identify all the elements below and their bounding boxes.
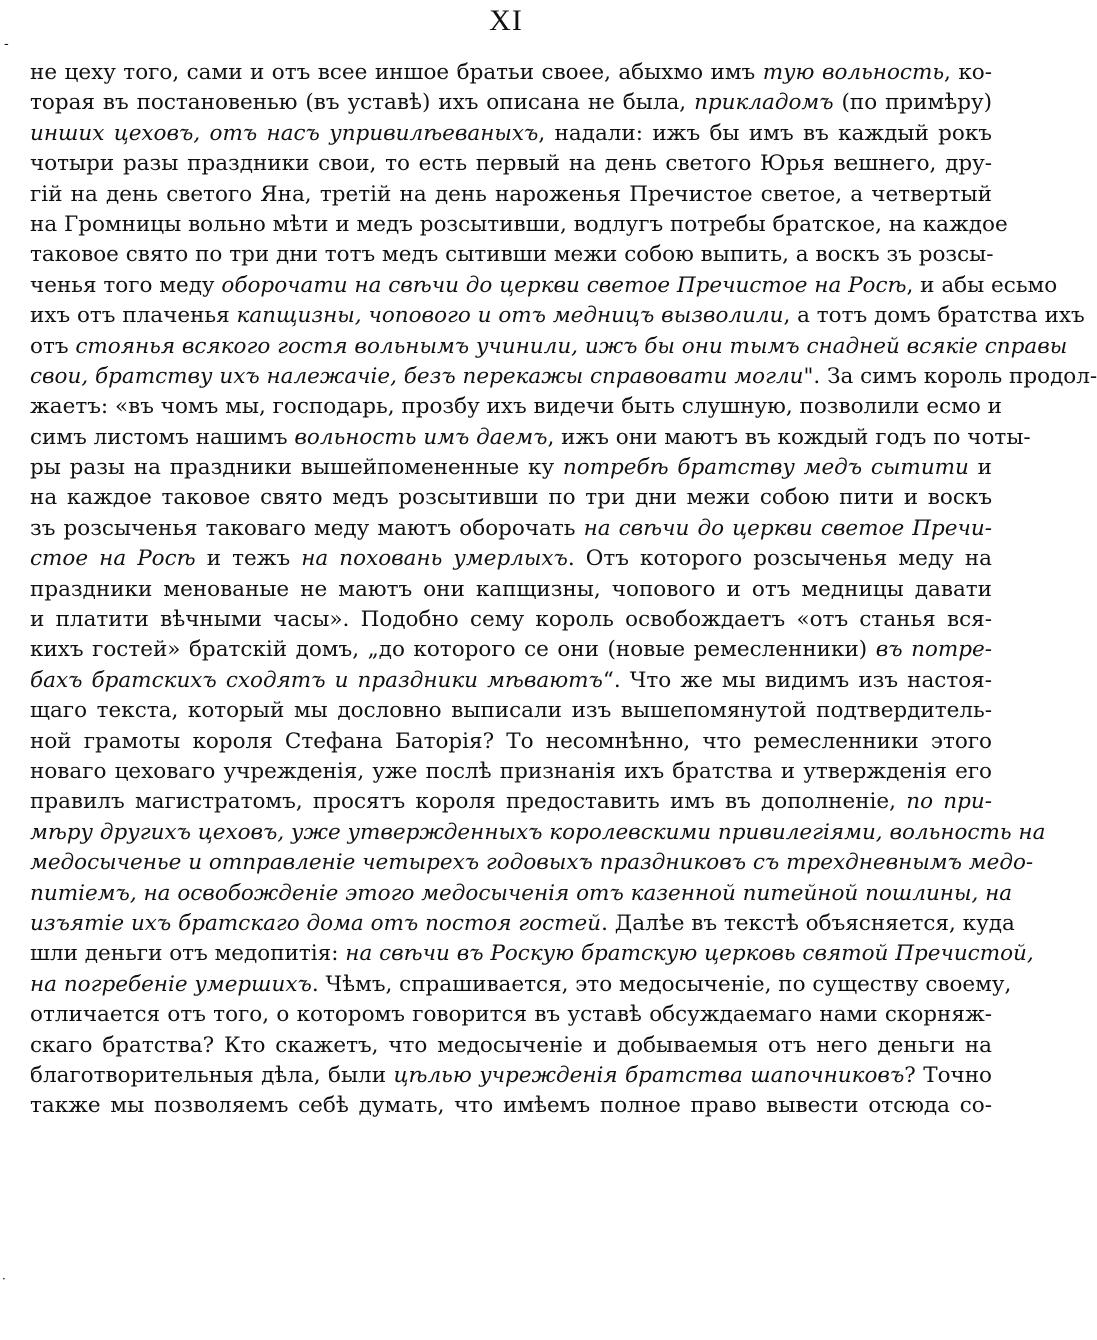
text-line: [30, 757, 992, 787]
text-line: [30, 696, 992, 726]
text-line: [30, 818, 1046, 848]
text-segment: на каждое таковое свято медъ розсытивши по три дни межи собою пити и воскъ: [30, 485, 992, 511]
text-line: [30, 727, 992, 757]
italic-text-segment: на погребеніе умершихъ: [30, 971, 312, 997]
italic-text-segment: стое на Росѣ: [30, 546, 196, 572]
italic-text-segment: на свѣчи въ Роскую братскую церковь святой Пречистой,: [345, 941, 1034, 967]
text-line: [30, 848, 1034, 878]
italic-text-segment: на поховань умерлыхъ: [301, 546, 568, 572]
text-segment: щаго текста, который мы дословно выписали изъ вышепомянутой подтвердитель-: [30, 698, 992, 724]
text-segment: ? Точно: [904, 1062, 993, 1088]
italic-text-segment: изъятіе ихъ братскаго дома отъ постоя гостей: [30, 910, 602, 936]
text-segment: зъ розсыченья таковаго меду маютъ оборочать: [30, 515, 584, 541]
text-line: [30, 1000, 992, 1030]
text-line: [30, 332, 1068, 362]
text-segment: , ко-: [944, 60, 992, 85]
text-line: [30, 392, 1002, 422]
italic-text-segment: питіемъ, на освобожденіе этого медосыченія отъ казенной питейной пошлины, на: [30, 880, 1013, 906]
text-segment: симъ листомъ нашимъ: [30, 424, 295, 450]
body-text: [30, 58, 1097, 1122]
text-line: [30, 362, 1097, 392]
margin-mark: ·: [2, 1272, 6, 1286]
text-segment: также мы позволяемъ себѣ думать, что имѣемъ полное право вывести отсюда со-: [30, 1093, 992, 1119]
text-segment: , а тотъ домъ братства ихъ: [783, 303, 1085, 329]
text-segment: . Отъ которого розсыченья меду на: [567, 546, 992, 572]
text-segment: благотворительныя дѣла, были: [30, 1062, 394, 1088]
text-segment: отъ: [30, 333, 76, 359]
text-segment: не цеху того, сами и отъ всее иншое братьи своее, абыхмо имъ: [30, 60, 763, 85]
text-segment: ихъ отъ плаченья: [30, 303, 237, 329]
text-line: [30, 240, 992, 270]
italic-text-segment: стоянья всякого гостя вольнымъ учинили, ижъ бы они тымъ снадней всякіе справы: [75, 333, 1068, 359]
text-segment: гій на день светого Яна, третій на день нароженья Пречистое светое, а четвертый: [30, 181, 992, 207]
italic-text-segment: прикладомъ: [694, 90, 834, 116]
text-segment: новаго цеховаго учрежденія, уже послѣ признанія ихъ братства и утвержденія его: [30, 758, 992, 784]
text-segment: ". За симъ король продол-: [803, 363, 1097, 389]
text-segment: шли деньги отъ медопитія:: [30, 941, 346, 967]
text-line: [30, 210, 1008, 240]
text-segment: жаетъ: «въ чомъ мы, господарь, прозбу ихъ видечи быть слушную, позволили есмо и: [30, 394, 1002, 420]
text-segment: на Громницы вольно мѣти и медъ розсытивши, водлугъ потребы братское, на каждое: [30, 211, 1008, 237]
italic-text-segment: свои, братству ихъ належачіе, безъ перекажы справовати могли: [30, 363, 804, 389]
text-line: [30, 635, 992, 665]
text-segment: , и абы есьмо: [906, 272, 1058, 298]
text-segment: торая въ постановенью (въ уставѣ) ихъ описана не была,: [30, 90, 695, 116]
text-segment: . Далѣе въ текстѣ объясняется, куда: [601, 910, 1015, 936]
italic-text-segment: мѣру другихъ цеховъ, уже утвержденныхъ королевскими привилегіями, вольность на: [30, 819, 1046, 845]
text-line: [30, 119, 992, 149]
text-line: [30, 271, 1058, 301]
text-segment: (по примѣру): [833, 90, 992, 116]
text-line: [30, 939, 1034, 969]
italic-text-segment: цѣлью учрежденія братства шапочниковъ: [393, 1062, 905, 1088]
text-segment: ченья того меду: [30, 272, 222, 298]
text-segment: отличается отъ того, о которомъ говорится въ уставѣ обсуждаемаго нами скорняж-: [30, 1002, 992, 1028]
text-line: [30, 149, 992, 179]
text-line: [30, 301, 1085, 331]
italic-text-segment: инших цеховъ, отъ насъ упривилѣеваныхъ: [30, 120, 539, 146]
text-line: [30, 58, 992, 88]
text-segment: , ижъ они маютъ въ кождый годъ по чоты-: [547, 424, 1031, 450]
italic-text-segment: потребѣ братству медъ сытити: [562, 455, 969, 481]
text-line: [30, 787, 992, 817]
text-line: [30, 1061, 992, 1091]
text-line: [30, 88, 992, 118]
italic-text-segment: на свѣчи до церкви светое Пречи-: [583, 515, 992, 541]
text-line: [30, 666, 992, 696]
page-number: XI: [489, 4, 523, 37]
text-line: [30, 1091, 992, 1121]
text-segment: “. Что же мы видимъ изъ настоя-: [602, 667, 992, 693]
text-line: [30, 970, 1012, 1000]
italic-text-segment: бахъ братскихъ сходятъ и праздники мѣваютъ: [30, 667, 603, 693]
text-segment: и платити вѣчными часы». Подобно сему король освобождаетъ «отъ станья вся-: [30, 607, 992, 633]
margin-mark: -: [4, 36, 9, 52]
text-segment: , надали: ижъ бы имъ въ каждый рокъ: [538, 120, 992, 146]
text-segment: ры разы на праздники вышейпомененные ку: [30, 455, 563, 481]
text-line: [30, 483, 992, 513]
text-segment: кихъ гостей» братскій домъ, „до которого се они (новые ремесленники): [30, 637, 876, 663]
text-segment: праздники менованые не маютъ они капщизны, чопового и отъ медницы давати: [30, 576, 992, 602]
text-line: [30, 180, 992, 210]
italic-text-segment: медосыченье и отправленіе четырехъ годовыхъ праздниковъ съ трехдневнымъ медо-: [30, 850, 1034, 876]
text-line: [30, 605, 992, 635]
text-line: [30, 514, 992, 544]
italic-text-segment: оборочати на свѣчи до церкви светое Пречистое на Росѣ: [221, 272, 907, 298]
text-line: [30, 423, 1031, 453]
text-line: [30, 575, 992, 605]
italic-text-segment: вольность имъ даемъ: [294, 424, 548, 450]
text-line: [30, 453, 992, 483]
italic-text-segment: въ потре-: [875, 637, 993, 663]
text-segment: ной грамоты короля Стефана Баторія? То несомнѣнно, что ремесленники этого: [30, 728, 992, 754]
text-line: [30, 909, 1015, 939]
text-segment: скаго братства? Кто скажетъ, что медосыченіе и добываемыя отъ него деньги на: [30, 1032, 992, 1058]
text-segment: и: [968, 455, 992, 481]
text-segment: чотыри разы праздники свои, то есть первый на день светого Юрья вешнего, дру-: [30, 151, 992, 177]
italic-text-segment: тую вольность: [762, 60, 945, 85]
italic-text-segment: капщизны, чопового и отъ медницъ вызволили: [236, 303, 784, 329]
text-segment: таковое свято по три дни тотъ медъ сытивши межи собою выпить, а воскъ зъ розсы-: [30, 242, 994, 268]
text-segment: и тежъ: [195, 546, 302, 572]
text-line: [30, 1031, 992, 1061]
text-line: [30, 879, 1013, 909]
text-segment: правилъ магистратомъ, просятъ короля предоставить имъ въ дополненіе,: [30, 789, 907, 815]
italic-text-segment: по при-: [906, 789, 992, 815]
text-line: [30, 544, 992, 574]
text-segment: . Чѣмъ, спрашивается, это медосыченіе, по существу своему,: [311, 971, 1012, 997]
